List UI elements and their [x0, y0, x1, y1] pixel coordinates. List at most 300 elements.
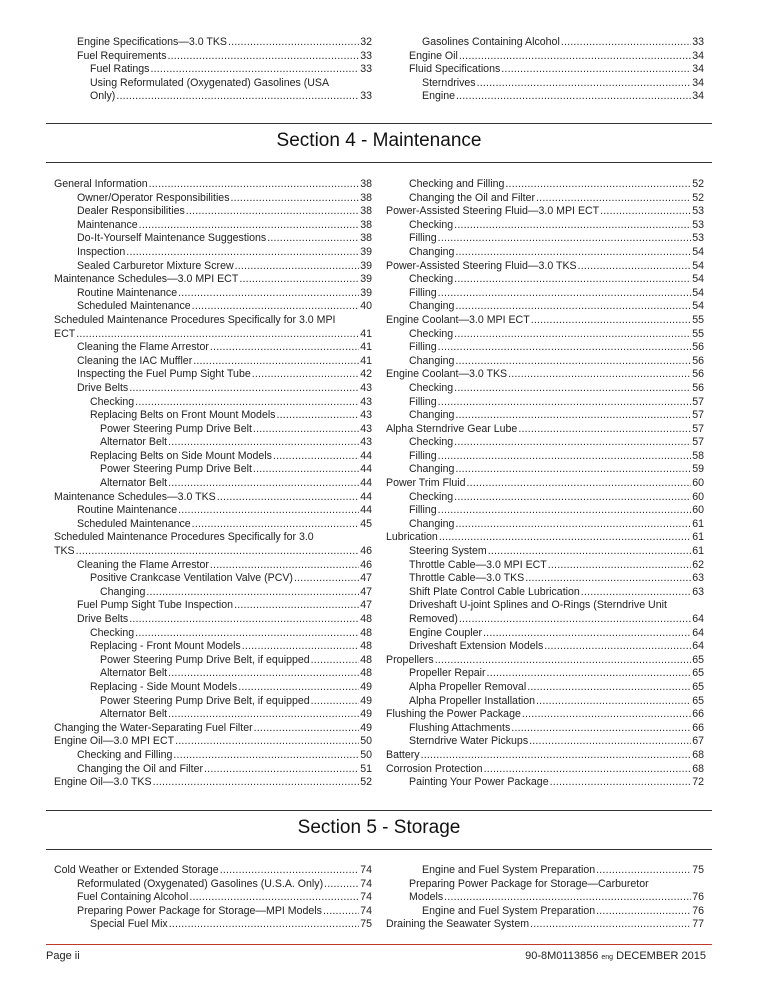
toc-page-number: 77	[692, 918, 704, 931]
toc-page-number: 54	[692, 273, 704, 286]
toc-page-number: 49	[360, 680, 372, 693]
toc-page-number: 47	[360, 599, 372, 612]
toc-entry[interactable]	[54, 260, 372, 274]
toc-entry[interactable]	[54, 409, 372, 423]
toc-entry[interactable]	[54, 640, 372, 654]
toc-entry-title: Checking	[409, 218, 454, 231]
section-4-title: Section 4 - Maintenance	[276, 130, 482, 151]
dot-leader	[116, 90, 359, 104]
toc-entry-title: Routine Maintenance	[77, 504, 178, 517]
toc-page-number: 38	[360, 218, 372, 231]
dot-leader	[168, 708, 359, 722]
toc-entry-title-continued: ECT	[54, 327, 76, 340]
toc-entry[interactable]	[54, 328, 372, 342]
toc-page-number: 66	[692, 721, 704, 734]
toc-entry[interactable]	[54, 341, 372, 355]
toc-entry[interactable]	[54, 300, 372, 314]
toc-entry[interactable]	[54, 776, 372, 790]
toc-entry[interactable]	[386, 450, 704, 464]
dot-leader	[173, 749, 359, 763]
toc-entry[interactable]	[54, 504, 372, 518]
dot-leader	[455, 409, 691, 423]
dot-leader	[254, 722, 360, 736]
toc-entry[interactable]	[386, 287, 704, 301]
toc-entry-title: Checking	[409, 490, 454, 503]
dot-leader	[444, 891, 691, 905]
toc-entry[interactable]	[54, 627, 372, 641]
toc-entry[interactable]	[386, 463, 704, 477]
toc-entry[interactable]	[386, 300, 704, 314]
dot-leader	[239, 273, 359, 287]
toc-entry-title: Changing	[409, 354, 455, 367]
toc-entry[interactable]	[386, 864, 704, 878]
toc-entry-title: Replacing - Front Mount Models	[90, 640, 241, 653]
toc-entry-title: Power Steering Pump Drive Belt, if equipped	[100, 694, 310, 707]
footer-doc-number: 90-8M0113856	[525, 950, 599, 962]
toc-entry-title: Changing	[409, 463, 455, 476]
dot-leader	[235, 260, 360, 274]
toc-entry[interactable]	[386, 396, 704, 410]
toc-entry[interactable]	[54, 246, 372, 260]
dot-leader	[210, 341, 359, 355]
toc-page-number: 48	[360, 667, 372, 680]
toc-entry-title: Filling	[409, 341, 437, 354]
toc-entry[interactable]	[54, 722, 372, 736]
dot-leader	[501, 63, 691, 77]
toc-page-number: 74	[360, 864, 372, 876]
dot-leader	[273, 450, 359, 464]
toc-entry-title: Driveshaft Extension Models	[409, 640, 544, 653]
toc-entry[interactable]	[54, 572, 372, 586]
toc-entry[interactable]	[386, 178, 704, 192]
toc-page-number: 33	[360, 90, 372, 103]
dot-leader	[311, 654, 360, 668]
toc-page-number: 38	[360, 232, 372, 245]
toc-entry[interactable]	[386, 654, 704, 668]
toc-page-number: 47	[360, 572, 372, 585]
toc-entry[interactable]	[386, 192, 704, 206]
toc-entry-title: Power Trim Fluid	[386, 477, 466, 490]
toc-entry-title: Alpha Propeller Installation	[409, 694, 536, 707]
toc-page-number: 54	[692, 245, 704, 258]
toc-entry-title-continued: TKS	[54, 545, 75, 558]
toc-entry[interactable]	[386, 232, 704, 246]
toc-entry[interactable]	[54, 90, 372, 104]
toc-entry-title: Engine Oil	[409, 49, 458, 62]
toc-entry-title: Engine and Fuel System Preparation	[422, 904, 596, 917]
toc-entry[interactable]	[54, 232, 372, 246]
toc-entry[interactable]	[54, 368, 372, 382]
section-5-bottom-rule	[46, 849, 712, 850]
toc-entry-title: General Information	[54, 178, 148, 190]
toc-entry[interactable]	[386, 63, 704, 77]
toc-entry[interactable]	[386, 205, 704, 219]
toc-entry-title: Cleaning the Flame Arrestor	[77, 558, 209, 571]
dot-leader	[596, 905, 691, 919]
toc-entry-title: Filling	[409, 504, 437, 517]
toc-entry[interactable]	[386, 409, 704, 423]
toc-entry[interactable]	[54, 735, 372, 749]
toc-entry[interactable]	[386, 341, 704, 355]
toc-page-number: 55	[692, 313, 704, 326]
toc-entry-title: Throttle Cable—3.0 TKS	[409, 572, 525, 585]
dot-leader	[192, 518, 360, 532]
toc-entry-title: Positive Crankcase Ventilation Valve (PCV)	[90, 572, 293, 585]
toc-entry-title: Power-Assisted Steering Fluid—3.0 MPI ECT	[386, 205, 600, 218]
toc-entry-title: Corrosion Protection	[386, 762, 483, 775]
dot-leader	[193, 355, 359, 369]
toc-entry[interactable]	[386, 695, 704, 709]
toc-entry[interactable]	[386, 667, 704, 681]
dot-leader	[135, 627, 359, 641]
toc-entry[interactable]	[54, 681, 372, 695]
toc-entry[interactable]	[386, 722, 704, 736]
toc-page-number: 43	[360, 395, 372, 408]
toc-entry[interactable]	[386, 905, 704, 919]
toc-entry[interactable]	[54, 667, 372, 681]
toc-entry[interactable]	[54, 586, 372, 600]
toc-entry-title: Engine Oil—3.0 TKS	[54, 776, 152, 789]
toc-page-number: 52	[692, 191, 704, 204]
toc-page-number: 58	[692, 449, 704, 462]
toc-entry[interactable]	[54, 878, 372, 892]
toc-entry[interactable]	[386, 36, 704, 50]
dot-leader	[505, 178, 691, 192]
toc-page-number: 39	[360, 245, 372, 258]
toc-entry[interactable]	[386, 749, 704, 763]
dot-leader	[438, 396, 692, 410]
dot-leader	[522, 708, 691, 722]
toc-section-5-right-column	[386, 864, 704, 932]
toc-page-number: 43	[360, 436, 372, 449]
toc-entry[interactable]	[54, 192, 372, 206]
toc-entry-title: Checking	[409, 273, 454, 286]
dot-leader	[455, 355, 691, 369]
dot-leader	[126, 246, 359, 260]
toc-entry[interactable]	[54, 599, 372, 613]
dot-leader	[146, 586, 359, 600]
toc-entry[interactable]	[54, 450, 372, 464]
toc-entry-title: Do-It-Yourself Maintenance Suggestions	[77, 232, 267, 245]
dot-leader	[438, 287, 692, 301]
toc-entry[interactable]	[386, 613, 704, 627]
dot-leader	[561, 36, 691, 50]
toc-entry[interactable]	[386, 531, 704, 545]
toc-entry-title-continued: Removed)	[409, 613, 458, 625]
toc-page-number: 40	[360, 300, 372, 313]
toc-entry[interactable]	[54, 749, 372, 763]
toc-page-number: 44	[360, 477, 372, 490]
toc-entry[interactable]	[386, 423, 704, 437]
toc-page-number: 41	[360, 327, 372, 340]
toc-entry[interactable]	[54, 396, 372, 410]
toc-page-number: 61	[692, 545, 704, 558]
toc-entry[interactable]	[386, 273, 704, 287]
toc-entry[interactable]	[386, 382, 704, 396]
dot-leader	[324, 878, 359, 892]
dot-leader	[536, 192, 691, 206]
toc-entry-title: Engine Coolant—3.0 TKS	[386, 368, 508, 381]
toc-entry[interactable]	[54, 205, 372, 219]
toc-entry[interactable]	[54, 178, 372, 192]
toc-entry[interactable]	[386, 328, 704, 342]
dot-leader	[178, 504, 359, 518]
toc-entry[interactable]	[54, 864, 372, 878]
toc-entry-title: Owner/Operator Responsibilities	[77, 191, 230, 204]
toc-page-number: 38	[360, 178, 372, 190]
dot-leader	[276, 409, 359, 423]
toc-page-number: 46	[360, 558, 372, 571]
toc-entry[interactable]	[54, 491, 372, 505]
dot-leader	[459, 50, 691, 64]
toc-entry-title: Filling	[409, 395, 437, 408]
toc-page-number: 76	[692, 904, 704, 917]
toc-entry-title: Engine Coolant—3.0 MPI ECT	[386, 313, 530, 326]
toc-entry-title: Driveshaft U-joint Splines and O-Rings (Sterndrive Unit	[409, 599, 667, 612]
dot-leader	[488, 545, 691, 559]
dot-leader	[483, 627, 691, 641]
dot-leader	[530, 918, 691, 932]
toc-entry-title: Fuel Pump Sight Tube Inspection	[77, 599, 234, 612]
toc-entry-title: Alternator Belt	[100, 667, 168, 680]
toc-page-number: 48	[360, 613, 372, 625]
toc-page-number: 64	[692, 626, 704, 639]
toc-entry-title: Special Fuel Mix	[90, 918, 168, 931]
toc-entry[interactable]	[54, 436, 372, 450]
toc-page-number: 55	[692, 327, 704, 340]
toc-entry[interactable]	[386, 891, 704, 905]
toc-page-number: 75	[692, 864, 704, 876]
dot-leader	[455, 518, 691, 532]
toc-entry-title: Changing	[409, 245, 455, 258]
toc-page-number: 60	[692, 504, 704, 517]
toc-entry[interactable]	[386, 735, 704, 749]
toc-entry-title: Fuel Requirements	[77, 49, 167, 62]
toc-entry-line	[386, 599, 704, 613]
toc-entry[interactable]	[54, 50, 372, 64]
toc-entry[interactable]	[54, 355, 372, 369]
dot-leader	[466, 477, 691, 491]
toc-entry-title: Sterndrive Water Pickups	[409, 735, 529, 748]
toc-entry-title: Maintenance Schedules—3.0 TKS	[54, 490, 216, 503]
toc-page-number: 64	[692, 640, 704, 653]
toc-entry[interactable]	[386, 477, 704, 491]
toc-entry[interactable]	[386, 627, 704, 641]
toc-entry[interactable]	[54, 287, 372, 301]
toc-entry-title: Changing	[409, 517, 455, 530]
toc-entry-title: Checking	[90, 626, 135, 639]
toc-page-number: 66	[692, 708, 704, 721]
toc-entry[interactable]	[386, 314, 704, 328]
toc-page-number: 65	[692, 694, 704, 707]
toc-entry-title: Flushing the Power Package	[386, 708, 521, 721]
toc-entry-title: Checking and Filling	[77, 748, 173, 761]
toc-page-number: 57	[692, 436, 704, 449]
toc-page-number: 56	[692, 368, 704, 381]
toc-entry-title: Drive Belts	[77, 613, 129, 625]
toc-entry[interactable]	[54, 219, 372, 233]
toc-entry[interactable]	[386, 763, 704, 777]
toc-page-number: 61	[692, 531, 704, 544]
toc-entry-title: Replacing Belts on Front Mount Models	[90, 409, 276, 422]
section-4-top-rule	[46, 123, 712, 124]
toc-page-number: 44	[360, 449, 372, 462]
toc-page-number: 48	[360, 626, 372, 639]
toc-entry[interactable]	[386, 776, 704, 790]
toc-entry-line	[54, 77, 372, 91]
toc-page-number: 38	[360, 205, 372, 218]
toc-page-number: 45	[360, 517, 372, 530]
dot-leader	[217, 491, 359, 505]
toc-page-number: 64	[692, 613, 704, 625]
dot-leader	[454, 382, 691, 396]
toc-entry-title: Changing the Oil and Filter	[77, 762, 204, 775]
dot-leader	[242, 640, 359, 654]
toc-entry-title: Reformulated (Oxygenated) Gasolines (U.S.A. Only)	[77, 877, 324, 890]
toc-entry[interactable]	[386, 518, 704, 532]
toc-entry[interactable]	[386, 355, 704, 369]
dot-leader	[294, 572, 359, 586]
toc-entry-title: Cleaning the Flame Arrestor	[77, 341, 209, 354]
toc-page-number: 74	[360, 877, 372, 890]
toc-entry[interactable]	[54, 36, 372, 50]
toc-entry[interactable]	[386, 640, 704, 654]
toc-entry-title: Cold Weather or Extended Storage	[54, 864, 219, 876]
toc-entry-line	[54, 531, 372, 545]
dot-leader	[149, 178, 360, 192]
toc-entry-title: Fluid Specifications	[409, 63, 501, 76]
toc-page-number: 74	[360, 904, 372, 917]
dot-leader	[454, 219, 691, 233]
toc-page-number: 49	[360, 721, 372, 734]
toc-entry-title: Scheduled Maintenance Procedures Specifically for 3.0 MPI	[54, 313, 336, 326]
dot-leader	[228, 36, 359, 50]
toc-entry-title: Propeller Repair	[409, 667, 486, 680]
toc-entry-title: Fuel Ratings	[90, 63, 150, 76]
toc-entry[interactable]	[54, 695, 372, 709]
dot-leader	[455, 463, 691, 477]
dot-leader	[484, 763, 692, 777]
toc-entry[interactable]	[54, 423, 372, 437]
toc-entry[interactable]	[386, 368, 704, 382]
footer-language: eng	[601, 954, 614, 961]
toc-entry-title: Shift Plate Control Cable Lubrication	[409, 585, 580, 598]
toc-entry[interactable]	[54, 63, 372, 77]
toc-page-number: 53	[692, 205, 704, 218]
toc-entry[interactable]	[54, 477, 372, 491]
toc-page-number: 62	[692, 558, 704, 571]
toc-entry[interactable]	[54, 545, 372, 559]
toc-entry-title: Cleaning the IAC Muffler	[77, 354, 193, 367]
toc-entry-title-continued: Only)	[90, 90, 116, 103]
dot-leader	[189, 891, 359, 905]
toc-entry[interactable]	[386, 586, 704, 600]
toc-entry[interactable]	[386, 545, 704, 559]
toc-entry-title: Alternator Belt	[100, 708, 168, 721]
toc-entry-title: Inspection	[77, 245, 126, 258]
toc-entry-line	[386, 878, 704, 892]
toc-page-number: 48	[360, 640, 372, 653]
toc-page-number: 68	[692, 748, 704, 761]
toc-entry-title: Power Steering Pump Drive Belt	[100, 422, 252, 435]
toc-entry[interactable]	[386, 504, 704, 518]
toc-page-number: 68	[692, 762, 704, 775]
toc-page-number: 44	[360, 504, 372, 517]
toc-page-number: 32	[360, 36, 372, 48]
toc-entry[interactable]	[386, 559, 704, 573]
toc-entry-title: Preparing Power Package for Storage—MPI Models	[77, 904, 322, 917]
toc-entry[interactable]	[386, 260, 704, 274]
dot-leader	[456, 90, 691, 104]
toc-entry[interactable]	[386, 50, 704, 64]
toc-entry[interactable]	[386, 246, 704, 260]
section-5-title: Section 5 - Storage	[297, 817, 461, 838]
toc-page-number: 54	[692, 286, 704, 299]
toc-entry[interactable]	[386, 681, 704, 695]
toc-page-number: 43	[360, 409, 372, 422]
toc-entry[interactable]	[54, 518, 372, 532]
toc-entry[interactable]	[54, 891, 372, 905]
dot-leader	[76, 545, 360, 559]
toc-page-number: 49	[360, 708, 372, 721]
toc-page-number: 60	[692, 490, 704, 503]
toc-entry-title: Alpha Sterndrive Gear Lube	[386, 422, 518, 435]
toc-page-number: 41	[360, 341, 372, 354]
toc-entry[interactable]	[54, 463, 372, 477]
toc-page-number: 57	[692, 422, 704, 435]
toc-page-number: 67	[692, 735, 704, 748]
toc-page-number: 76	[692, 891, 704, 904]
toc-entry[interactable]	[54, 708, 372, 722]
toc-entry-title: Changing	[100, 585, 146, 598]
toc-entry-title: Scheduled Maintenance Procedures Specifically for 3.0	[54, 531, 314, 544]
toc-entry[interactable]	[386, 918, 704, 932]
toc-entry[interactable]	[54, 613, 372, 627]
toc-entry[interactable]	[386, 436, 704, 450]
toc-page-number: 39	[360, 273, 372, 286]
toc-entry-title: Inspecting the Fuel Pump Sight Tube	[77, 368, 251, 381]
dot-leader	[454, 436, 691, 450]
toc-entry[interactable]	[386, 572, 704, 586]
toc-entry[interactable]	[54, 763, 372, 777]
toc-entry[interactable]	[386, 77, 704, 91]
toc-entry[interactable]	[386, 219, 704, 233]
toc-entry[interactable]	[54, 559, 372, 573]
dot-leader	[525, 572, 691, 586]
toc-top-right-column	[386, 36, 704, 104]
toc-page-number: 74	[360, 891, 372, 904]
toc-entry-title: Checking	[409, 381, 454, 394]
toc-entry-title: Engine Coupler	[409, 626, 483, 639]
toc-entry-title: Dealer Responsibilities	[77, 205, 185, 218]
dot-leader	[129, 613, 359, 627]
dot-leader	[253, 463, 359, 477]
toc-entry[interactable]	[386, 491, 704, 505]
toc-entry[interactable]	[54, 382, 372, 396]
toc-entry-title: Filling	[409, 449, 437, 462]
toc-entry[interactable]	[54, 918, 372, 932]
toc-entry[interactable]	[54, 905, 372, 919]
toc-entry-title: Checking	[90, 395, 135, 408]
toc-page-number: 56	[692, 354, 704, 367]
toc-entry-title: Checking	[409, 436, 454, 449]
toc-entry[interactable]	[386, 708, 704, 722]
toc-entry[interactable]	[54, 654, 372, 668]
toc-entry[interactable]	[386, 90, 704, 104]
toc-page-number: 57	[692, 395, 704, 408]
dot-leader	[192, 300, 360, 314]
toc-entry[interactable]	[54, 273, 372, 287]
